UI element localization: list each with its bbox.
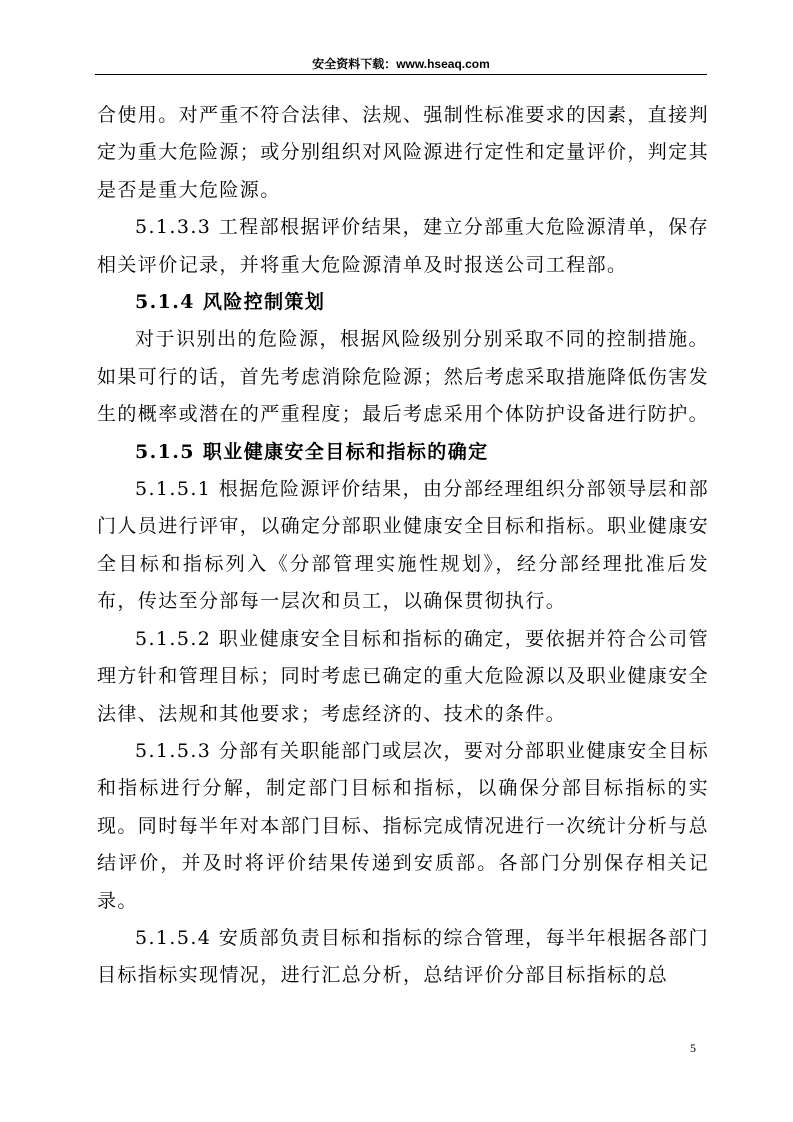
- paragraph-5-1-5-4: 5.1.5.4 安质部负责目标和指标的综合管理，每半年根据各部门目标指标实现情况，进行汇总分析，总结评价分部目标指标的总: [97, 926, 709, 987]
- paragraph-risk-control: 对于识别出的危险源，根据风险级别分别采取不同的控制措施。如果可行的话，首先考虑消除危险源；然后考虑采取措施降低伤害发生的概率或潜在的严重程度；最后考虑采用个体防护设备进行防护。: [97, 328, 710, 426]
- section-heading-5-1-4: 5.1.4 风险控制策划: [135, 291, 326, 314]
- paragraph-5-1-3-3: 5.1.3.3 工程部根据评价结果，建立分部重大危险源清单，保存相关评价记录，并将重大危险源清单及时报送公司工程部。: [97, 216, 709, 276]
- section-heading-5-1-5: 5.1.5 职业健康安全目标和指标的确定: [135, 440, 489, 463]
- paragraph-continued: 合使用。对严重不符合法律、法规、强制性标准要求的因素，直接判定为重大危险源；或分别组织对风险源进行定性和定量评价，判定其是否是重大危险源。: [97, 104, 710, 201]
- paragraph-5-1-5-3: 5.1.5.3 分部有关职能部门或层次，要对分部职业健康安全目标和指标进行分解，制定部门目标和指标，以确保分部目标指标的实现。同时每半年对本部门目标、指标完成情况进行一次统计分析与总结评价，并及时将评价结果传递到安质部。各部门分别保存相关记录。: [97, 739, 710, 912]
- paragraph-5-1-5-1: 5.1.5.1 根据危险源评价结果，由分部经理组织分部领导层和部门人员进行评审，以确定分部职业健康安全目标和指标。职业健康安全目标和指标列入《分部管理实施性规划》，经分部经理批准后发布，传达至分部每一层次和员工，以确保贯彻执行。: [97, 478, 710, 613]
- page-number: 5: [690, 1041, 696, 1055]
- document-body: [97, 97, 709, 995]
- page-header: 安全资料下载：www.hseaq.com: [312, 57, 490, 71]
- header-rule: [95, 74, 707, 75]
- paragraph-5-1-5-2: 5.1.5.2 职业健康安全目标和指标的确定，要依据并符合公司管理方针和管理目标；同时考虑已确定的重大危险源以及职业健康安全法律、法规和其他要求；考虑经济的、技术的条件。: [97, 627, 710, 725]
